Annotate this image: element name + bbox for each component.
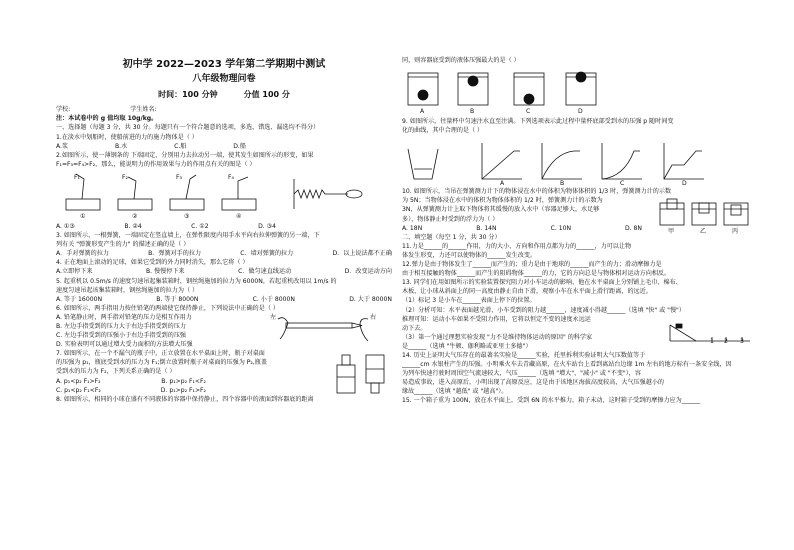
q6-left-label: 左 xyxy=(270,313,277,321)
q13-mark-1: 1 xyxy=(710,337,714,345)
q4-option-b[interactable]: B. 慢慢停下来 xyxy=(146,268,185,276)
name-label: 学生姓名: xyxy=(130,106,157,114)
q6-option-d[interactable]: D. 实验表明可以通过增大受力面积的方法增大压强 xyxy=(56,341,193,349)
exam-time: 时间：100 分钟 xyxy=(158,90,218,100)
q6-option-b[interactable]: B. 左边手指受到的压力大于右边手指受到的压力 xyxy=(56,322,186,330)
q3-option-c[interactable]: C．墙对弹簧的拉力 xyxy=(240,250,294,258)
right-column xyxy=(402,56,752,406)
q13-text-a: 13. 同学们在用如图所示的实验装置探究阻力对小车运动的影响，他在水平桌面上分别铺上毛巾、棉布、 xyxy=(402,279,682,287)
q9-graphs xyxy=(402,135,752,187)
q2-steel-strip-diagram xyxy=(56,169,392,222)
q13-block xyxy=(402,315,752,351)
q8-label-c: C xyxy=(526,108,531,116)
q2-label-1: ① xyxy=(80,212,86,220)
q13-text-g: （3）第一个通过理想实验发现 "力不是维持物体运动的原因" 的科学家 xyxy=(402,333,593,341)
q10-option-b[interactable]: B. 14N xyxy=(476,224,497,232)
q10-label-bing: 丙 xyxy=(732,228,739,236)
q2-force4-label: F₄ xyxy=(228,173,234,181)
q8-text-b: 同，则容器底受到的液体压强最大的是（ ） xyxy=(402,57,520,64)
q10-text-a: 10. 如图所示，当吊在弹簧测力计下的物体浸在水中的体积为物体体积的 1/3 时，弹簧测力计的示数 xyxy=(402,188,672,196)
q2-fig1 xyxy=(66,174,100,210)
q7-option-c[interactable]: C. p₁<p₂ F₁<F₂ xyxy=(56,386,101,394)
q3-spring-figure xyxy=(294,179,362,209)
q4-text: 4. 正在地面上滚动的足球，如果它受到的外力同时消失，那么它将（ ） xyxy=(56,259,249,267)
q6-option-a[interactable]: A. 铅笔静止时，两手指对铅笔的压力是相互作用力 xyxy=(56,313,192,321)
q4-option-d[interactable]: D．改变运动方向 xyxy=(344,268,392,276)
time-score-row xyxy=(56,90,392,99)
q14-text-a: 14. 历史上证明大气压存在的最著名实验是______实验，托里拆利实验证明大气压数值等于 xyxy=(402,351,646,359)
q7-options-row2 xyxy=(56,386,206,395)
q5-option-c[interactable]: C. 小于 8000N xyxy=(252,295,295,303)
q7-option-d[interactable]: D. p₁>p₂ F₁>F₂ xyxy=(160,386,206,394)
q10-options xyxy=(402,224,642,233)
left-column xyxy=(56,52,392,404)
q2-option-d[interactable]: D. ③4 xyxy=(258,222,276,230)
q4-option-a[interactable]: A.立即停下来 xyxy=(56,268,93,276)
q14-text-c: 为列车快速行驶时周围空气流速较大，气压______（选填 "增大"、"减小" 或 "不变"），容 xyxy=(402,370,641,378)
q2-option-b[interactable]: B. ②4 xyxy=(124,222,142,230)
q2-text-b: F₁=F₃=F₄>F₂，那么，能说明力的作用效果与力的作用点有关的图是（ ） xyxy=(56,160,256,168)
q10-text-d: 多），物体静止时受到的浮力为（ ） xyxy=(402,215,499,223)
q10-text-b: 为 5N；当物体浸在水中的体积为物体体积的 1/2 时，弹簧测力计的示数为 xyxy=(402,197,603,205)
student-info-row xyxy=(56,105,392,114)
q1-text: 1.在淡水中划船时，使船前进的力的施力物体是（ ） xyxy=(56,133,198,141)
q6-text: 6. 如图所示，两手指用力按住铅笔的两端使它保持静止，下列说法中正确的是（ ） xyxy=(56,304,279,312)
q13-text-b: 木板，让小球从斜面上的同一高度由静止自由下滑，观察小车在水平面上滑行距离，的远近。 xyxy=(402,288,652,296)
q10-label-yi: 乙 xyxy=(700,228,707,236)
exam-title: 初中学 2022—2023 学年第二学期期中测试 xyxy=(122,59,326,70)
q9-figure xyxy=(402,135,752,187)
q13-text-c: （1）标记 3 是小车在______表面上停下的位置。 xyxy=(402,297,536,305)
q5-option-a[interactable]: A. 等于 16000N xyxy=(56,295,103,303)
q7-options-row1 xyxy=(56,377,206,386)
q12-text-a: 12.弹力是由于物体发生了______而产生的；重力是由于地球的______而产生的力；滑动摩擦力是 xyxy=(402,261,662,269)
q9-text-b: 化的曲线，其中合理的是（ ） xyxy=(402,127,484,135)
q10-option-c[interactable]: C. 10N xyxy=(550,224,572,232)
q10-containers-figure xyxy=(658,195,752,229)
q4-option-c[interactable]: C．做匀速直线运动 xyxy=(238,268,292,276)
q10-text-c: 3N，从弹簧测力计上取下物体将其缓慢的放入水中（容器足够大，水足够 xyxy=(402,206,600,214)
q2-figure xyxy=(56,169,392,222)
q2-label-2: ② xyxy=(132,212,138,220)
q8-label-a: A xyxy=(420,108,425,116)
exam-subject: 八年级物理问卷 xyxy=(192,74,256,85)
q11-text-a: 11.力是______的______作用，力的大小、方向和作用点都为力的______，力可以让物 xyxy=(402,242,632,250)
q10-block xyxy=(402,187,752,236)
q9-label-c: C xyxy=(620,180,625,188)
q2-force3-label: F₃ xyxy=(176,173,182,181)
q2-options xyxy=(56,222,276,231)
q6-option-c[interactable]: C. 左边手指受到的压强小于右边手指受到的压强 xyxy=(56,332,187,340)
q9-label-d: D xyxy=(682,180,687,188)
q7-text-c: 受到水的压力为 F₂，下列关系正确的是（ ） xyxy=(56,368,176,376)
q2-force2-label: F₂ xyxy=(122,173,128,181)
q7-option-b[interactable]: B. p₁>p₂ F₁<F₂ xyxy=(161,377,206,385)
q9-label-a: A xyxy=(500,180,505,188)
q7-text-b: 的压强为 p₁，瓶底受到水的压力为 F₁;倒立放置时瓶子对桌面的压强为 P₂,瓶盖 xyxy=(56,359,267,367)
q2-label-3: ③ xyxy=(184,212,190,220)
q13-mark-2: 2 xyxy=(724,337,728,345)
q8-text: 8. 如图所示，相同的小球在盛有不同液体的容器中保持静止，四个容器中的液面到容器底的距离 xyxy=(56,395,314,403)
q10-option-a[interactable]: A. 18N xyxy=(402,224,423,232)
q3-option-a[interactable]: A．手对弹簧的拉力 xyxy=(56,250,109,258)
q13-text-d: （2）分析可知：水平表面越光滑，小车受到的阻力越______，速度减小得越______（选填 "快" 或 "慢"） xyxy=(402,306,685,314)
q7-text-a: 7. 如图所示，在一个不漏气的瓶子中，正立放置在水平桌面上时，瓶子对桌面 xyxy=(56,350,265,358)
q5-text-a: 5. 起重机以 0.5m/s 的速度匀速吊起集装箱时，钢丝绳施加的拉力为 6000N，若起重机改用以 1m/s 的 xyxy=(56,277,337,285)
q3-text-b: 列有关 "弹簧形变产生的力" 的描述正确的是（ ） xyxy=(56,241,190,249)
q6-right-label: 右 xyxy=(370,313,377,321)
q12-text-b: 由于相互接触的物体______而产生的阻碍物体______的力，它的方向总是与物体相对运动方向相反。 xyxy=(402,270,671,278)
q2-text-a: 2.如图所示，使一薄钢条的 下端固定，分别用力去拉动另一端，使其发生如图所示的形变，如果 xyxy=(56,151,314,159)
q10-option-d[interactable]: D. 8N xyxy=(624,224,642,232)
q8-figure xyxy=(402,65,752,117)
q5-text-b: 速度匀速吊起该集装箱时，钢丝绳施加的拉力为（ ） xyxy=(56,286,199,294)
section1-title: 一、选择题（每题 3 分，共 30 分。每题只有一个符合题意的选项，多选、错选、漏选均不得分） xyxy=(56,124,320,132)
q3-text-a: 3. 如图所示，一根弹簧，一端固定在竖直墙上，在弹性限度内用手水平向右拉伸弹簧的另一端，下 xyxy=(56,232,320,240)
section2-title: 二、填空题（每空 1 分，共 30 分） xyxy=(402,233,501,241)
q2-option-a[interactable]: A. ①③ xyxy=(56,222,75,230)
exam-note: 注：本试卷中的 g 值均取 10g/kg。 xyxy=(56,115,158,123)
q3-options xyxy=(56,249,392,258)
q11-text-b: 体发生形变，力还可以使物体的______发生改变。 xyxy=(402,251,537,259)
q1-option-b[interactable]: B.水 xyxy=(114,142,128,150)
q8-label-b: B xyxy=(470,108,475,116)
q3-option-d[interactable]: D．以上说法都不正确 xyxy=(332,250,392,258)
q6-block xyxy=(56,313,392,349)
q9-text-a: 9. 如图所示，往量杯中匀速注水直至注满。下列选项表示此过程中量杯底部受到水的压强 p 随时间变 xyxy=(402,118,674,126)
q5-options xyxy=(56,295,392,304)
q5-option-b[interactable]: B. 等于 8000N xyxy=(156,295,199,303)
q14-text-e: 缘故______（选填 "越低" 或 "越高"）。 xyxy=(402,388,508,396)
q6-pencil-figure xyxy=(268,313,378,349)
q13-text-h: 是______（选填 "牛顿、伽利略或亚里士多德"） xyxy=(402,342,532,350)
q2-option-c[interactable]: C. ①2 xyxy=(191,222,209,230)
q14-text-b: ______cm 水银柱产生的压强。小明乘火车去青藏高原，在火车站台上看到离站台边缘 1m 左右的地方标有一条安全线，因 xyxy=(402,361,732,369)
q7-bottle-figure xyxy=(332,349,392,397)
q13-text-e: 推理可知：运动小车如果不受阻力作用，它将以恒定不变的速度永远运 xyxy=(402,315,591,323)
q15-text: 15. 一个箱子重为 100N，放在水平面上，受到 6N 的水平推力，箱子未动，这时箱子受到的摩擦力应为______ xyxy=(402,397,701,405)
q10-label-jia: 甲 xyxy=(668,228,675,236)
q13-mark-3: 3 xyxy=(740,337,744,345)
school-label: 学校: xyxy=(56,106,71,114)
q8-containers-diagram xyxy=(402,65,602,117)
q1-option-d[interactable]: D.船 xyxy=(233,142,246,150)
q3-option-b[interactable]: B．弹簧对手的拉力 xyxy=(148,250,202,258)
q1-options xyxy=(56,142,246,151)
exam-score: 分值 100 分 xyxy=(243,90,290,100)
q4-options xyxy=(56,267,392,276)
q14-text-d: 易造成事故，进入高原后，小明出现了高原反应，这是由于该地区海拔高度较高，大气压强越小的 xyxy=(402,379,665,387)
q9-label-b: B xyxy=(560,180,565,188)
q2-label-4: ④ xyxy=(236,212,242,220)
q7-option-a[interactable]: A. p₁<p₂ F₁>F₂ xyxy=(56,377,101,385)
q7-block xyxy=(56,349,392,394)
q13-text-f: 动下去。 xyxy=(402,324,427,332)
q1-option-c[interactable]: C.船 xyxy=(174,142,187,150)
q5-option-d[interactable]: D. 大于 8000N xyxy=(349,295,392,303)
q8-label-d: D xyxy=(578,108,583,116)
q2-force1-label: F₁ xyxy=(74,173,80,181)
q1-option-a[interactable]: A.浆 xyxy=(56,142,69,150)
